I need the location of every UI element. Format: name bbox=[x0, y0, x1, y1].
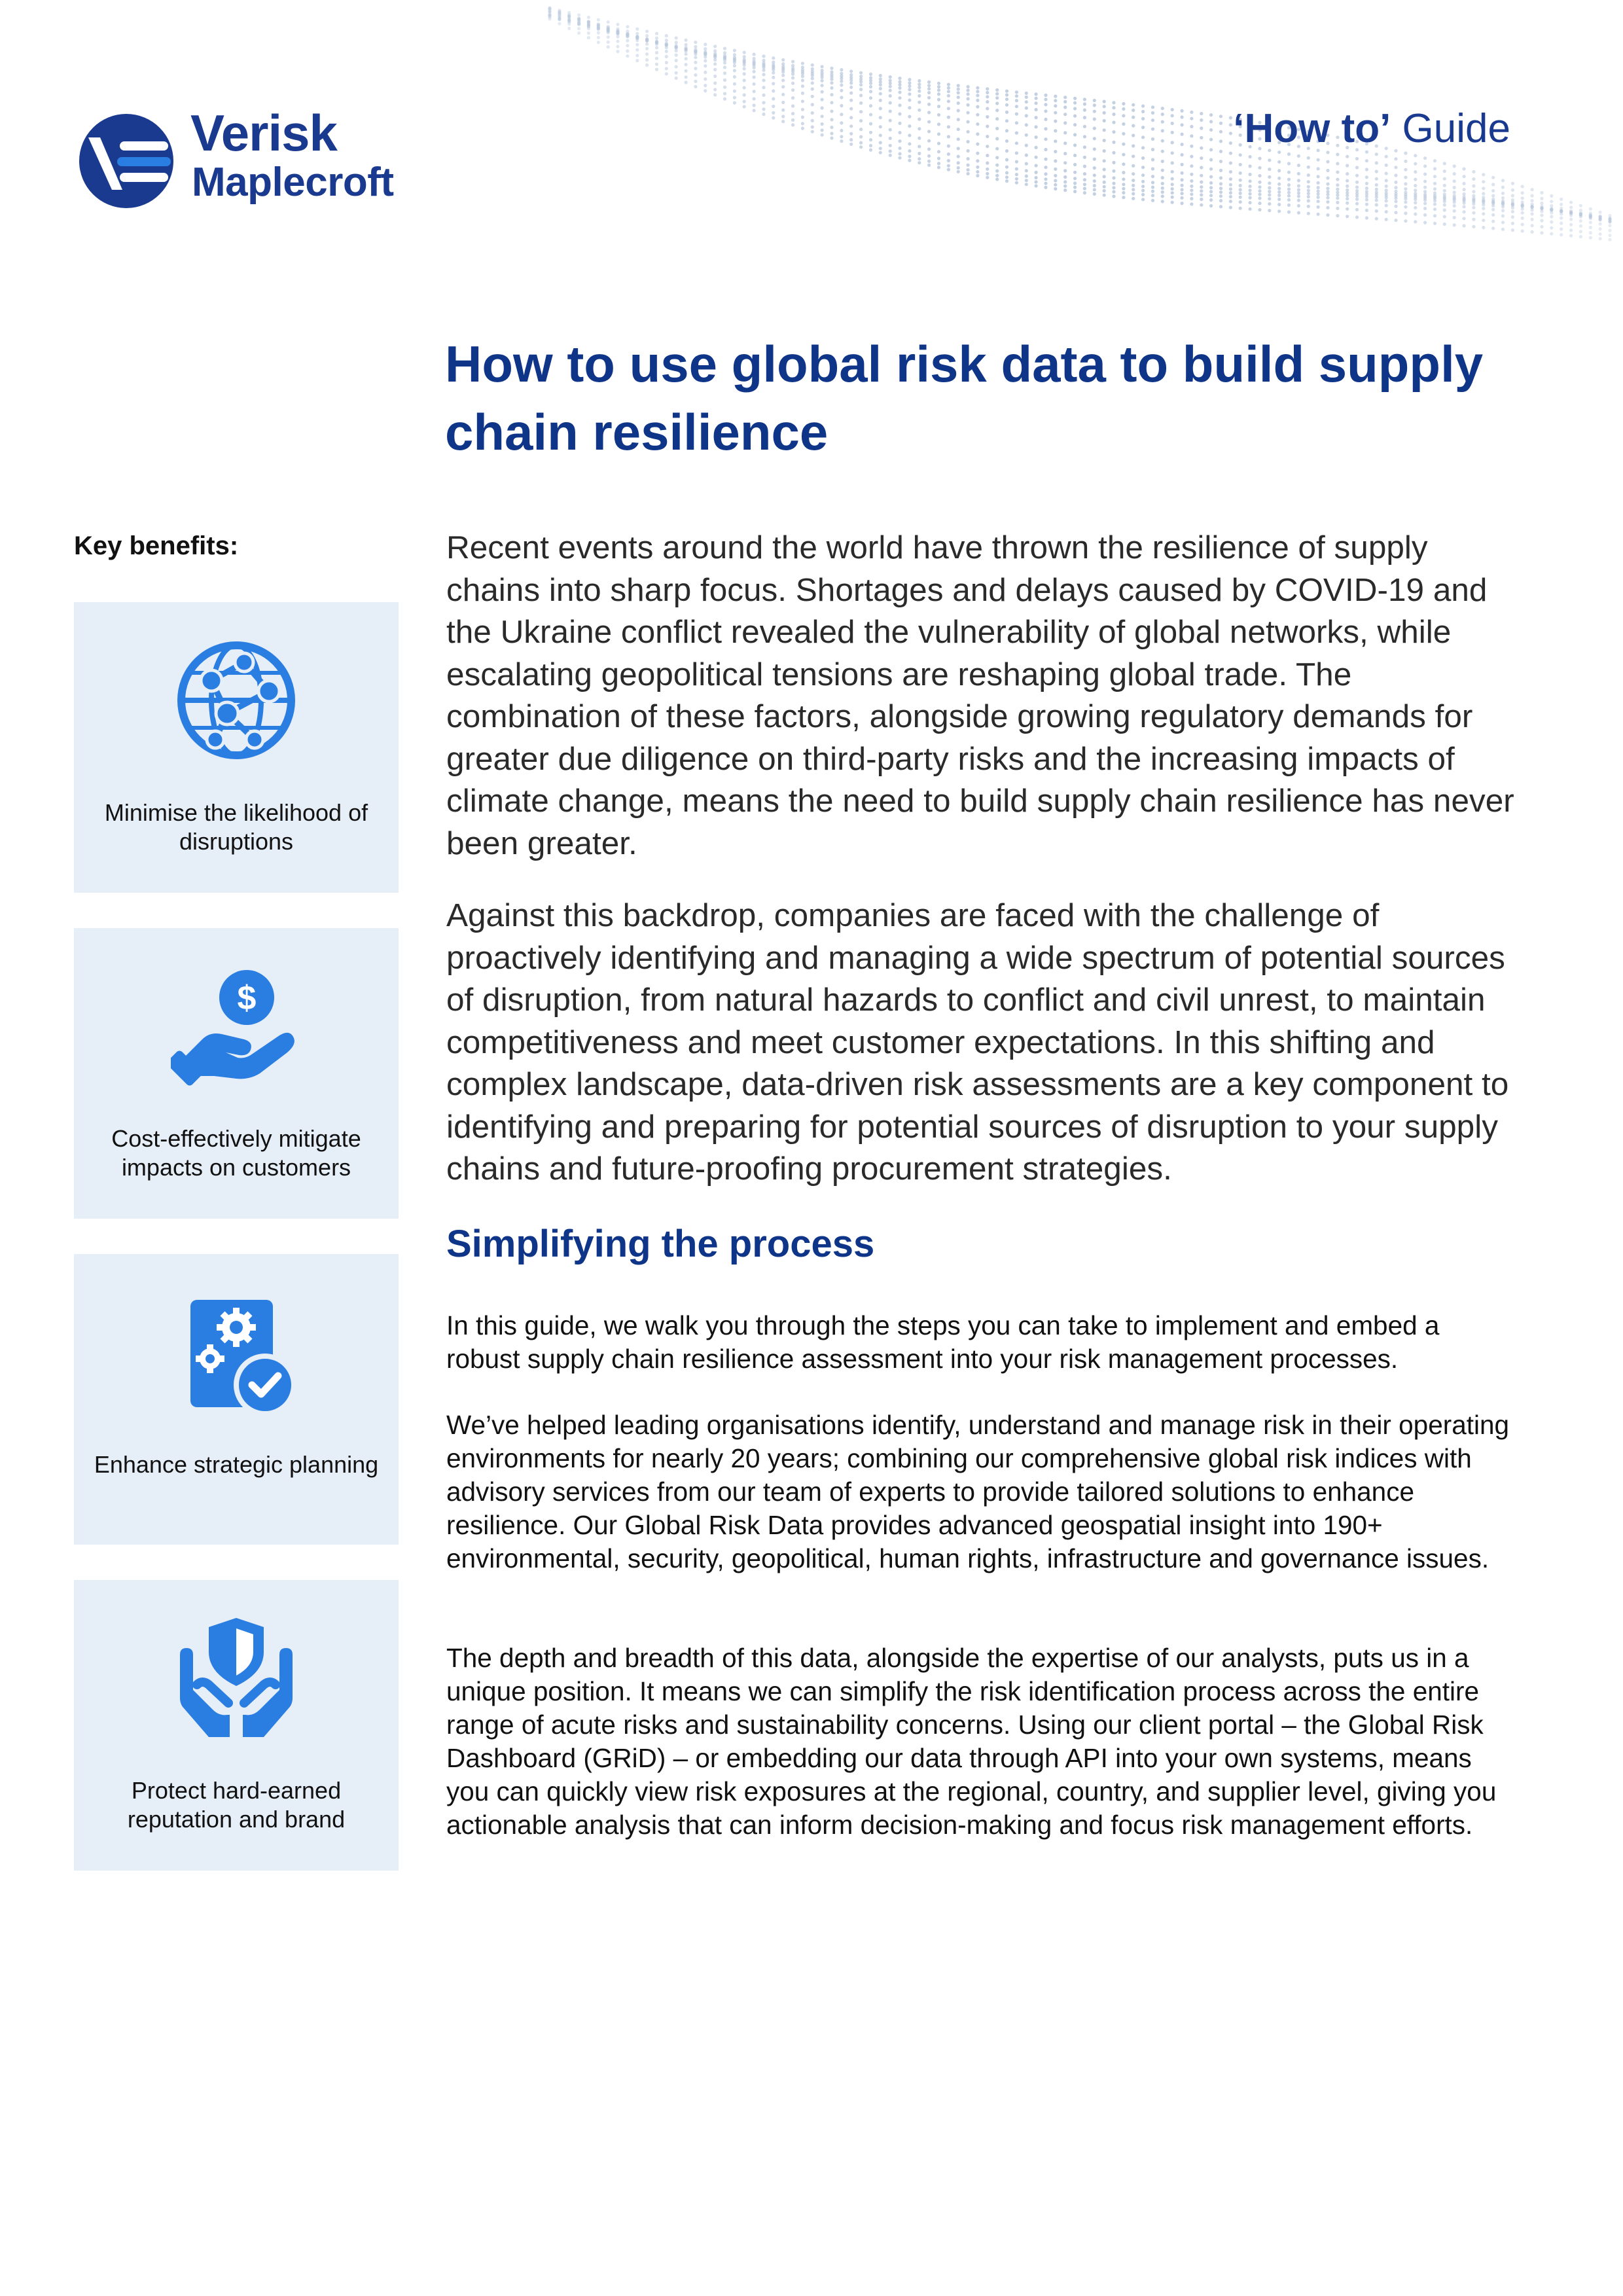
body-paragraph: In this guide, we walk you through the steps you can take to implement and embed a robust supply chain resilience assessment into your risk management processes. bbox=[446, 1310, 1440, 1374]
key-benefits-heading: Key benefits: bbox=[74, 531, 239, 560]
globe-network-icon bbox=[171, 635, 302, 766]
svg-text:$: $ bbox=[237, 979, 257, 1017]
benefit-label: Protect hard-earned reputation and brand bbox=[127, 1777, 346, 1833]
verisk-maplecroft-logo bbox=[74, 105, 440, 216]
body-paragraph: We’ve helped leading organisations identify, understand and manage risk in their operating environments for nearly 20 years; combining our comprehensive global risk indices with advisory services from our team of experts to provide tailored solutions to enhance resilience. Our Global Risk Data provides advanced geospatial insight into 190+ environmental, security, geopolitical, human rights, infrastructure and governance issues. bbox=[446, 1410, 1510, 1573]
page-title: How to use global risk data to build supply chain resilience bbox=[445, 335, 1484, 461]
hands-shield-icon bbox=[171, 1613, 302, 1744]
guide-type-label bbox=[1233, 105, 1510, 153]
section-heading: Simplifying the process bbox=[446, 1223, 875, 1265]
verisk-logo-mark-icon bbox=[74, 109, 179, 213]
decorative-dotted-wave bbox=[497, 0, 1623, 367]
benefit-label: Enhance strategic planning bbox=[94, 1451, 379, 1478]
intro-paragraph: Against this backdrop, companies are faced with the challenge of proactively identifying and managing a wide spectrum of potential sources of disruption, from natural hazards to conflict and civil unrest, to maintain competitiveness and meet customer expectations. In this shifting and complex landscape, data-driven risk assessments are a key component to identifying and preparing for potential sources of disruption to your supply chains and future-proofing procurement strategies. bbox=[446, 897, 1509, 1187]
logo-wordmark-maplecroft: Maplecroft bbox=[192, 160, 394, 205]
benefit-card-protect-reputation bbox=[74, 1580, 399, 1871]
hand-coin-icon bbox=[171, 961, 302, 1092]
benefit-label: Minimise the likelihood of disruptions bbox=[104, 799, 368, 855]
gear-document-check-icon bbox=[171, 1287, 302, 1418]
logo-wordmark-verisk: Verisk bbox=[190, 104, 337, 162]
body-paragraph: The depth and breadth of this data, alongside the expertise of our analysts, puts us in a unique position. It means we can simplify the risk identification process across the entire range of acute risks and sustainability concerns. Using our client portal – the Global Risk Dashboard (GRiD) – or embedding our data through API into your own systems, means you can quickly view risk exposures at the regional, country, and supplier level, giving you actionable analysis that can inform decision-making and focus risk management efforts. bbox=[446, 1643, 1497, 1840]
benefit-card-minimise-disruptions bbox=[74, 602, 399, 893]
intro-paragraph: Recent events around the world have thrown the resilience of supply chains into sharp focus. Shortages and delays caused by COVID-19 and the Ukraine conflict revealed the vulnerability of global networks, while escalating geopolitical tensions are reshaping global trade. The combination of these factors, alongside growing regulatory demands for greater due diligence on third-party risks and the increasing impacts of climate change, means the need to build supply chain resilience has never been greater. bbox=[446, 529, 1514, 861]
guide-label-emphasis: ‘How to’ bbox=[1233, 106, 1391, 151]
guide-label-rest: Guide bbox=[1391, 106, 1510, 151]
benefit-label: Cost-effectively mitigate impacts on customers bbox=[111, 1125, 361, 1181]
benefit-card-strategic-planning bbox=[74, 1254, 399, 1545]
benefit-card-cost-effective-mitigation bbox=[74, 928, 399, 1219]
